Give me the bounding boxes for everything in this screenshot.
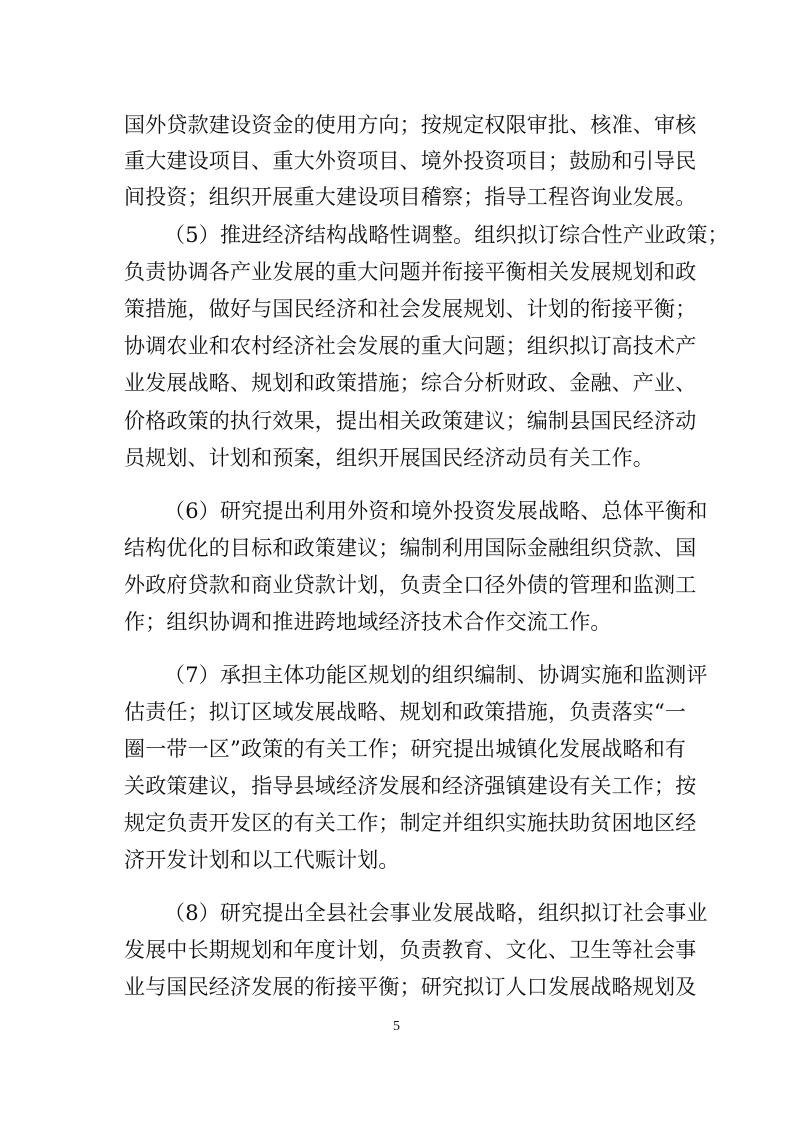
paragraph-7-heading-line: （7）承担主体功能区规划的组织编制、协调实施和监测评 xyxy=(164,663,708,687)
text-line: 策措施，做好与国民经济和社会发展规划、计划的衔接平衡； xyxy=(124,297,697,321)
text-line: 规定负责开发区的有关工作；制定并组织实施扶助贫困地区经 xyxy=(124,811,697,835)
text-line: 价格政策的执行效果，提出相关政策建议；编制县国民经济动 xyxy=(124,409,697,433)
paragraph-5-heading-line: （5）推进经济结构战略性调整。组织拟订综合性产业政策； xyxy=(164,223,729,247)
text-line: 负责协调各产业发展的重大问题并衔接平衡相关发展规划和政 xyxy=(124,260,697,284)
paragraph-8-heading-line: （8）研究提出全县社会事业发展战略，组织拟订社会事业 xyxy=(164,901,708,925)
page-number: 5 xyxy=(393,1019,400,1034)
text-line: 发展中长期规划和年度计划，负责教育、文化、卫生等社会事 xyxy=(124,938,697,962)
text-line: 济开发计划和以工代赈计划。 xyxy=(124,848,400,872)
paragraph-6-heading-line: （6）研究提出利用外资和境外投资发展战略、总体平衡和 xyxy=(164,499,708,523)
text-line: 国外贷款建设资金的使用方向；按规定权限审批、核准、审核 xyxy=(124,113,697,137)
text-line: 业与国民经济发展的衔接平衡；研究拟订人口发展战略规划及 xyxy=(124,975,697,999)
text-line: 圈一带一区”政策的有关工作；研究提出城镇化发展战略和有 xyxy=(124,737,687,761)
text-line: 结构优化的目标和政策建议；编制利用国际金融组织贷款、国 xyxy=(124,536,697,560)
text-line: 重大建设项目、重大外资项目、境外投资项目；鼓励和引导民 xyxy=(124,149,697,173)
text-line: 作；组织协调和推进跨地域经济技术合作交流工作。 xyxy=(124,610,612,634)
text-line: 外政府贷款和商业贷款计划，负责全口径外债的管理和监测工 xyxy=(124,573,697,597)
text-line: 估责任；拟订区域发展战略、规划和政策措施，负责落实“一 xyxy=(124,700,687,724)
text-line: 协调农业和农村经济社会发展的重大问题；组织拟订高技术产 xyxy=(124,334,697,358)
text-line: 业发展战略、规划和政策措施；综合分析财政、金融、产业、 xyxy=(124,371,697,395)
text-line: 员规划、计划和预案，组织开展国民经济动员有关工作。 xyxy=(124,446,654,470)
text-line: 关政策建议，指导县域经济发展和经济强镇建设有关工作；按 xyxy=(124,774,697,798)
text-line: 间投资；组织开展重大建设项目稽察；指导工程咨询业发展。 xyxy=(124,185,697,209)
